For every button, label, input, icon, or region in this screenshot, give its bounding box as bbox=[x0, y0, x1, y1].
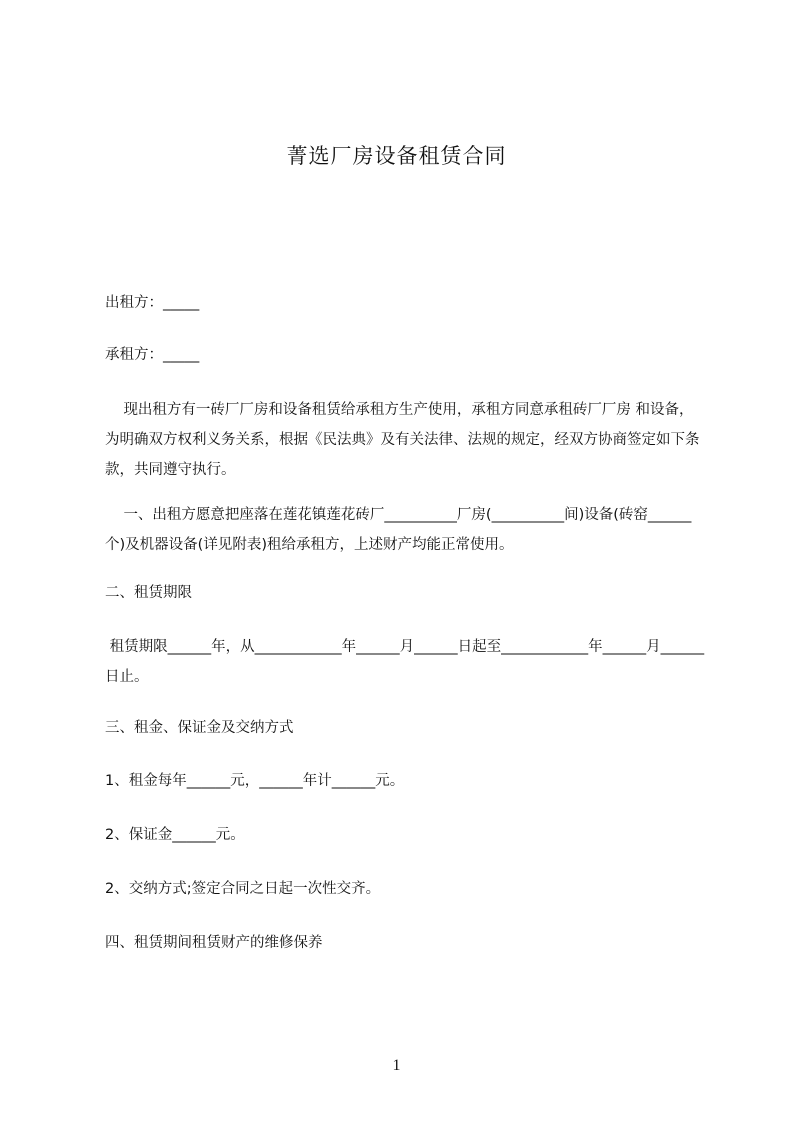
clause-1-paragraph: 一、出租方愿意把座落在莲花镇莲花砖厂__________厂房(__________间)设备(砖窑______个)及机器设备(详见附表)租给承租方，上述财产均能正常使用。 bbox=[105, 507, 692, 553]
clause-2-heading: 二、租赁期限 bbox=[105, 585, 192, 601]
clause-4-heading: 四、租赁期间租赁财产的维修保养 bbox=[105, 935, 323, 951]
clause-3-heading: 三、租金、保证金及交纳方式 bbox=[105, 720, 294, 736]
clause-3-item-3: 2、交纳方式;签定合同之日起一次性交齐。 bbox=[105, 881, 381, 897]
clause-3-item-2: 2、保证金______元。 bbox=[105, 827, 245, 843]
clause-3-item-1: 1、租金每年______元，______年计______元。 bbox=[105, 773, 405, 789]
clause-2-body: 租赁期限______年，从____________年______月______日起至____________年______月______日止。 bbox=[105, 639, 705, 685]
lessee-line: 承租方：_____ bbox=[105, 347, 200, 363]
page-number: 1 bbox=[392, 1057, 401, 1074]
lessor-line: 出租方：_____ bbox=[105, 295, 200, 311]
intro-paragraph: 现出租方有一砖厂厂房和设备租赁给承租方生产使用，承租方同意承租砖厂厂房 和设备，为明确双方权利义务关系，根据《民法典》及有关法律、法规的规定，经双方协商签定如下条款，共同遵守执行。 bbox=[105, 402, 700, 478]
document-title: 菁选厂房设备租赁合同 bbox=[286, 144, 507, 168]
